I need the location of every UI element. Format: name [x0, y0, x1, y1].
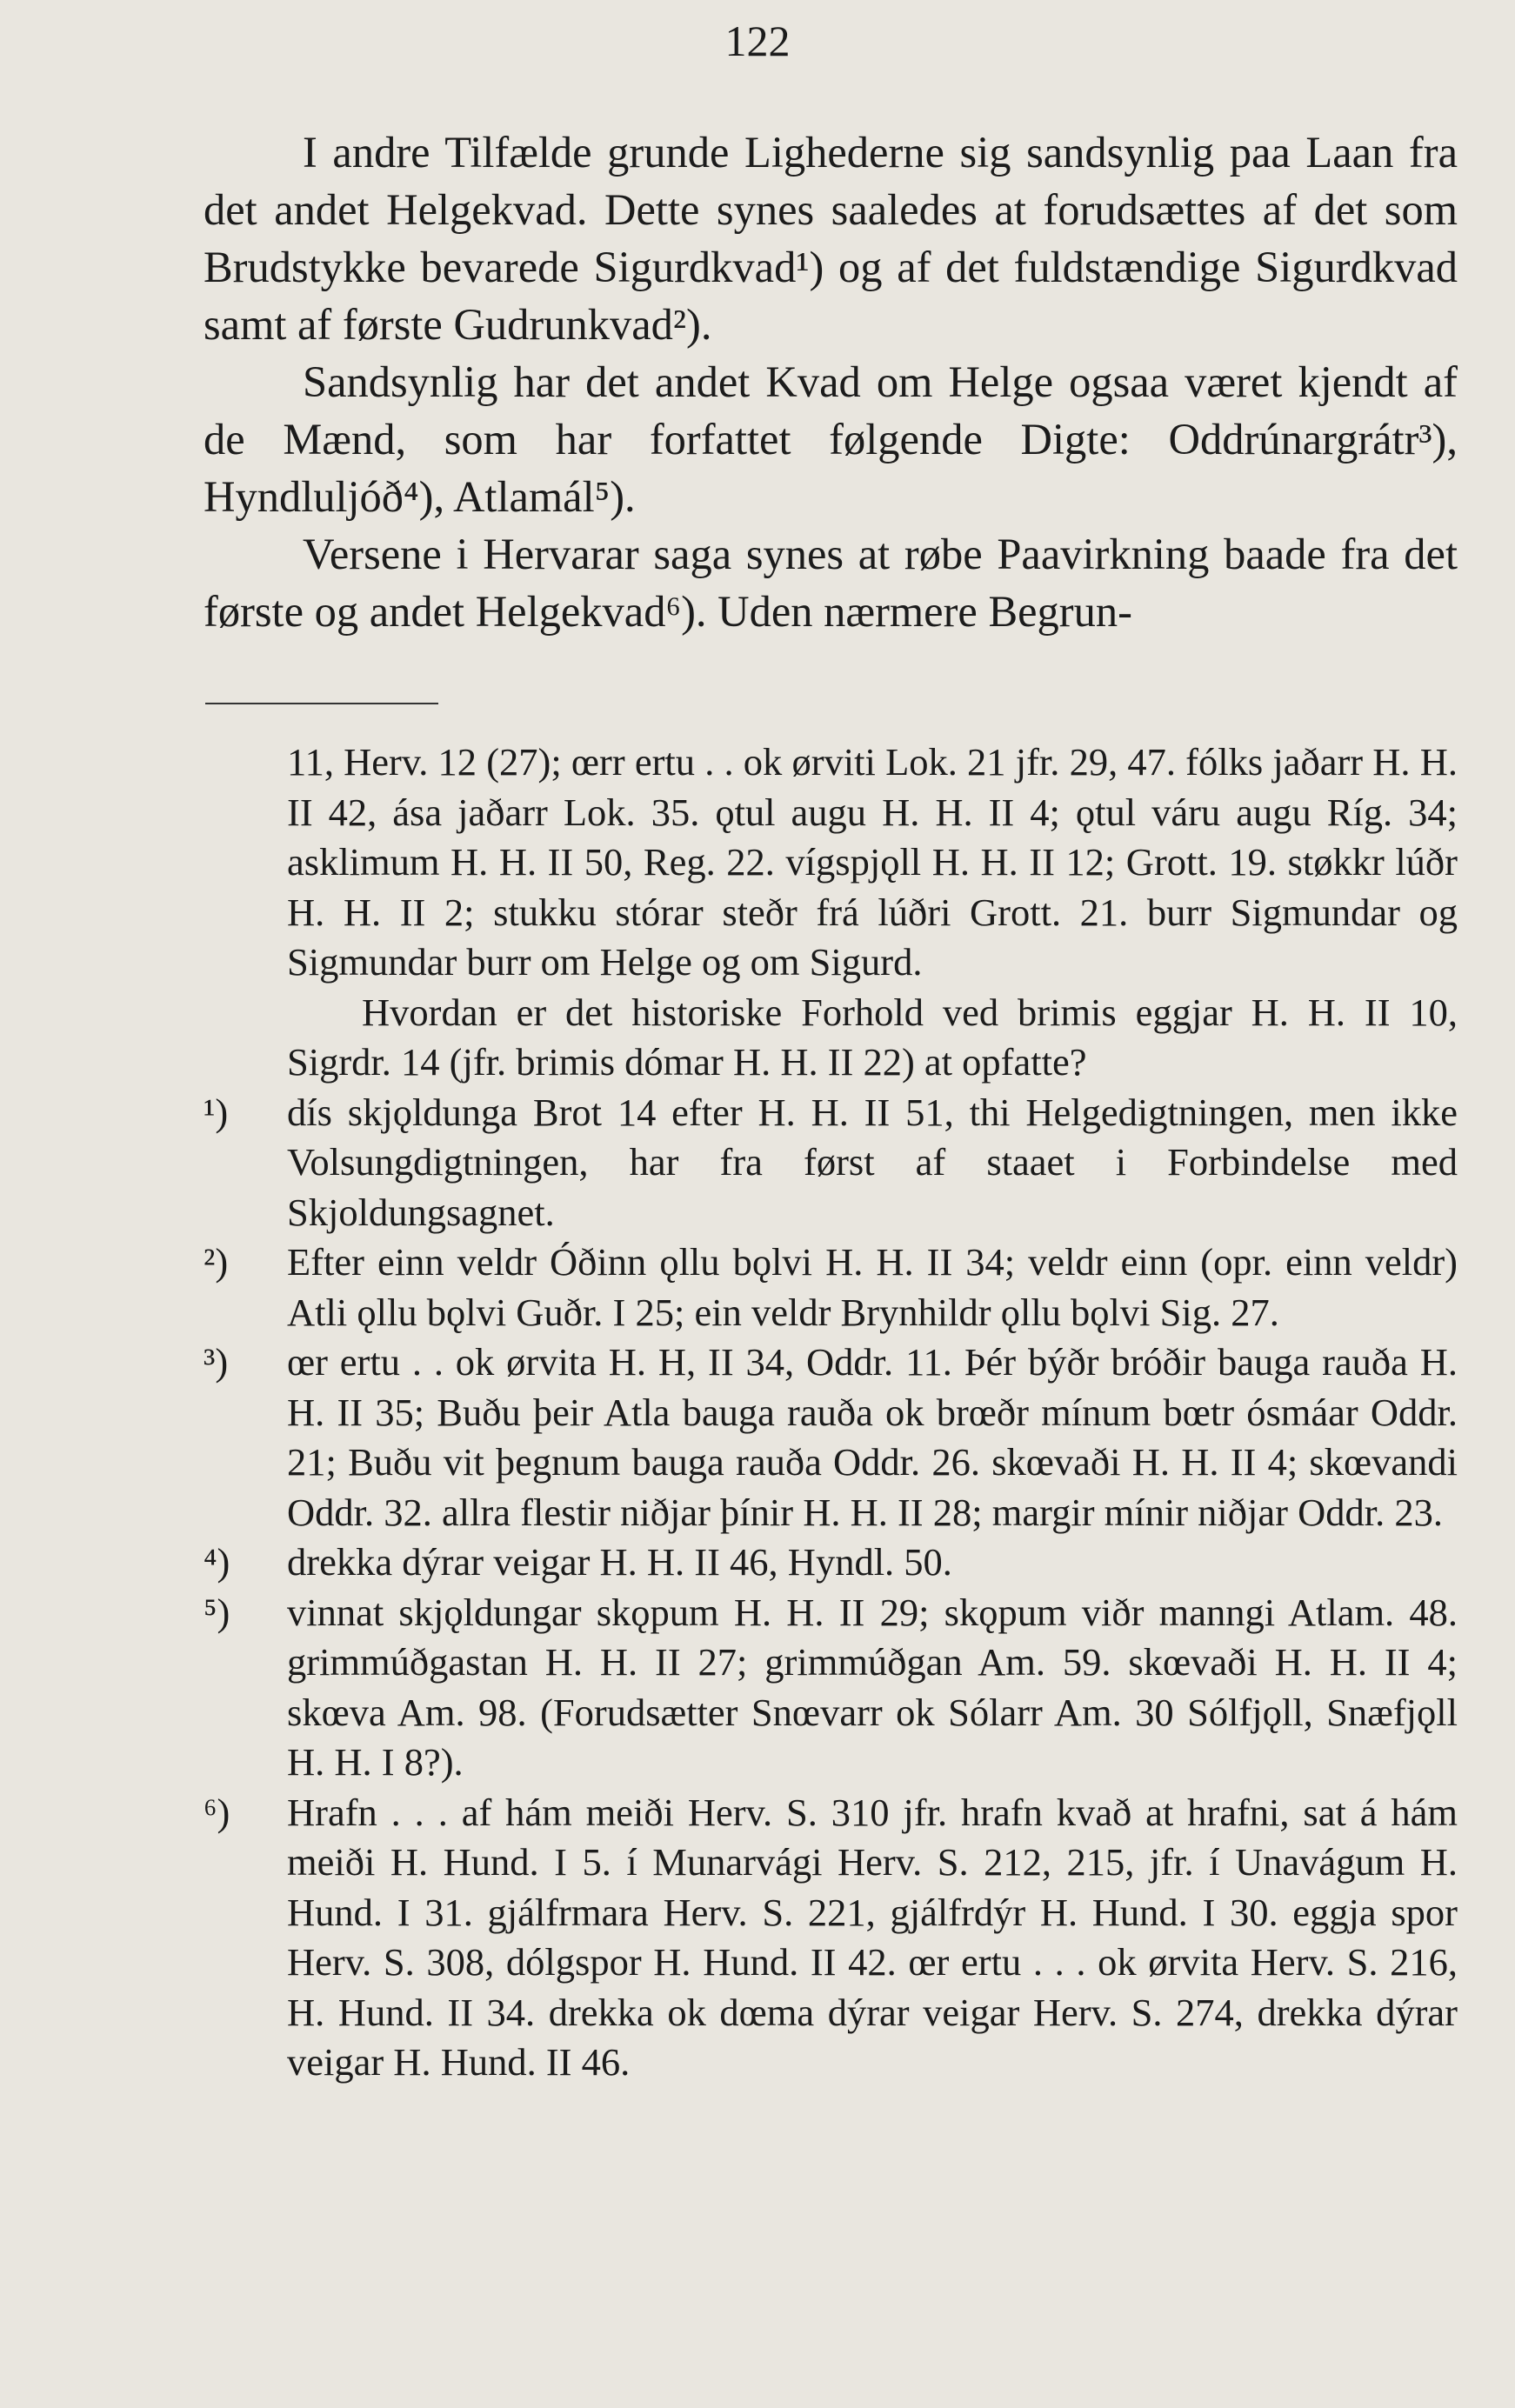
- footnote-marker: ¹): [204, 1090, 229, 1134]
- footnote-6: ⁶) Hrafn . . . af hám meiði Herv. S. 310 jfr. hrafn kvað at hrafni, sat á hám meiði H. Hund. I 5. í Munarvági Herv. S. 212, 215, jfr. í Unavágum H. Hund. I 31. gjálfrmara Herv. S. 221, gjálfrdýr H. Hund. I 30. eggja spor Herv. S. 308, dólgspor H. Hund. II 42. œr ertu . . . ok ørvita Herv. S. 216, H. Hund. II 34. drekka ok dœma dýrar veigar Herv. S. 274, drekka dýrar veigar H. Hund. II 46.: [204, 1788, 1458, 2088]
- body-paragraph: Versene i Hervarar saga synes at røbe Paavirkning baade fra det første og andet Helgekvad⁶). Uden nærmere Begrun-: [204, 530, 1458, 636]
- footnote-1: ¹) dís skjǫldunga Brot 14 efter H. H. II 51, thi Helgedigtningen, men ikke Volsungdigtningen, har fra først af staaet i Forbindelse med Skjoldungsagnet.: [204, 1088, 1458, 1238]
- footnote-marker: ⁶): [204, 1790, 230, 1834]
- footnote-marker: ³): [204, 1340, 229, 1384]
- footnote-5: ⁵) vinnat skjǫldungar skǫpum H. H. II 29; skǫpum viðr manngi Atlam. 48. grimmúðgastan H. H. II 27; grimmúðgan Am. 59. skœvaði H. H. II 4; skœva Am. 98. (Forudsætter Snœvarr ok Sólarr Am. 30 Sólfjǫll, Snæfjǫll H. H. I 8?).: [204, 1588, 1458, 1788]
- footnote-divider: [205, 703, 438, 704]
- page-number: 122: [724, 17, 791, 65]
- body-paragraph: I andre Tilfælde grunde Lighederne sig sandsynlig paa Laan fra det andet Helgekvad. Dette synes saaledes at forudsættes af det som Brudstykke bevarede Sigurdkvad¹) og af det fuldstændige Sigurdkvad samt af første Gudrunkvad²).: [204, 128, 1458, 349]
- footnote-marker: ⁴): [204, 1540, 230, 1584]
- footnote-4: ⁴) drekka dýrar veigar H. H. II 46, Hyndl. 50.: [204, 1538, 1458, 1588]
- footnote-2: ²) Efter einn veldr Óðinn ǫllu bǫlvi H. H. II 34; veldr einn (opr. einn veldr) Atli ǫllu bǫlvi Guðr. I 25; ein veldr Brynhildr ǫllu bǫlvi Sig. 27.: [204, 1237, 1458, 1337]
- footnote-continuation: 11, Herv. 12 (27); œrr ertu . . ok ørviti Lok. 21 jfr. 29, 47. fólks jaðarr H. H. II 42, ása jaðarr Lok. 35. ǫtul augu H. H. II 4; ǫtul váru augu Ríg. 34; asklimum H. H. II 50, Reg. 22. vígspjǫll H. H. II 12; Grott. 19. støkkr lúðr H. H. II 2; stukku stórar steðr frá lúðri Grott. 21. burr Sigmundar og Sigmundar burr om Helge og om Sigurd.: [287, 740, 1458, 984]
- main-text: [204, 123, 1458, 640]
- footnote-marker: ²): [204, 1240, 229, 1284]
- footnote-question: Hvordan er det historiske Forhold ved brimis eggjar H. H. II 10, Sigrdr. 14 (jfr. brimis dómar H. H. II 22) at opfatte?: [287, 990, 1458, 1084]
- footnote-marker: ⁵): [204, 1590, 230, 1634]
- footnote-3: ³) œr ertu . . ok ørvita H. H, II 34, Oddr. 11. Þér býðr bróðir bauga rauða H. H. II 35; Buðu þeir Atla bauga rauða ok brœðr mínum bœtr ósmáar Oddr. 21; Buðu vit þegnum bauga rauða Oddr. 26. skœvaði H. H. II 4; skœvandi Oddr. 32. allra flestir niðjar þínir H. H. II 28; margir mínir niðjar Oddr. 23.: [204, 1337, 1458, 1538]
- footnotes: [204, 737, 1458, 2088]
- body-paragraph: Sandsynlig har det andet Kvad om Helge ogsaa været kjendt af de Mænd, som har forfattet følgende Digte: Oddrúnargrátr³), Hyndluljóð⁴), Atlamál⁵).: [204, 357, 1458, 521]
